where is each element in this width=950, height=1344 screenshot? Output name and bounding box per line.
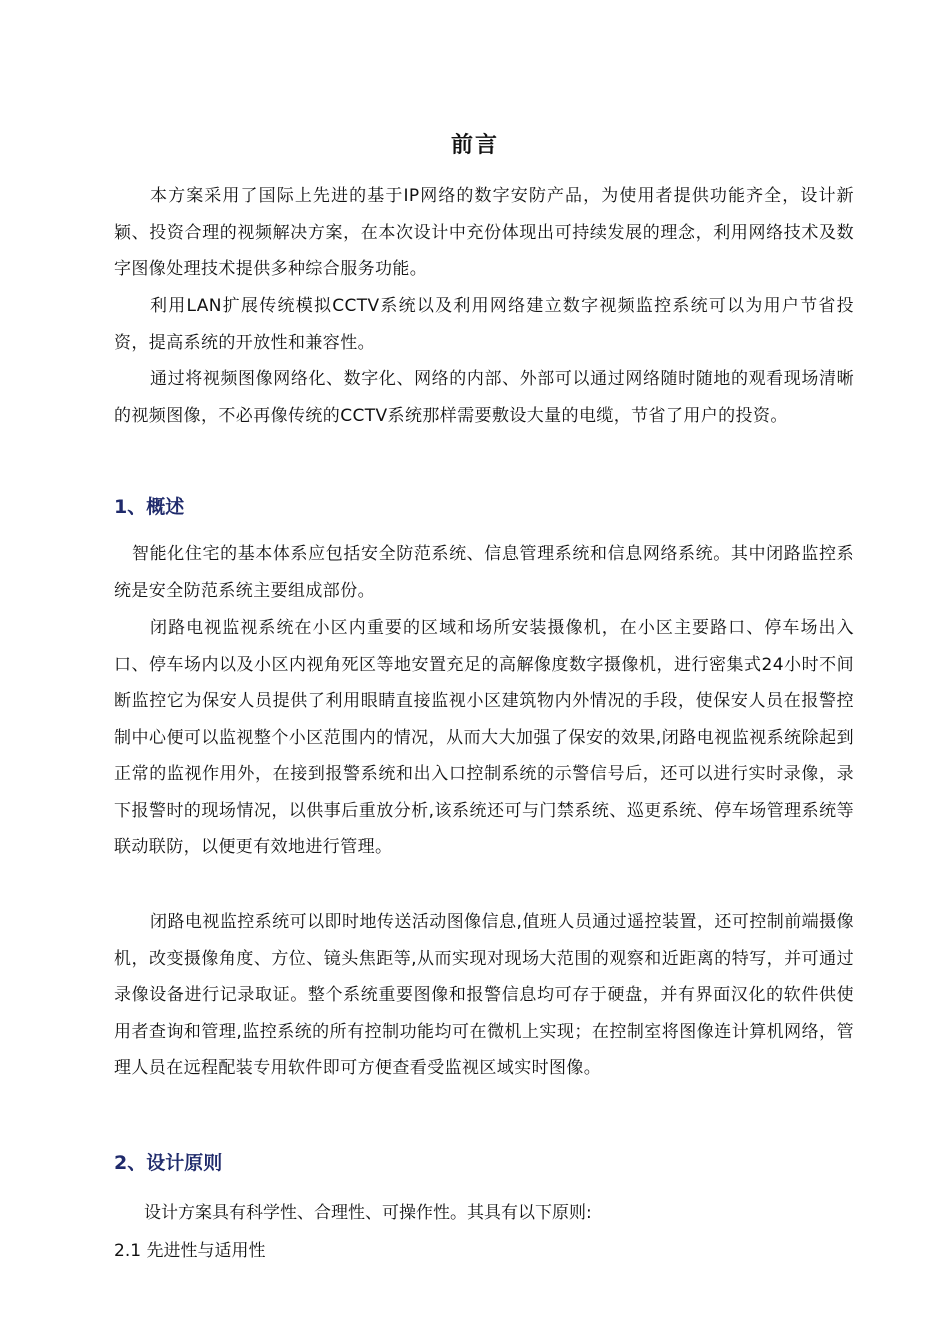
preface-paragraph-3: 通过将视频图像网络化、数字化、网络的内部、外部可以通过网络随时随地的观看现场清晰的视频图像，不必再像传统的CCTV系统那样需要敷设大量的电缆，节省了用户的投资。 — [114, 369, 854, 426]
subsection-2-1-heading: 2.1 先进性与适用性 — [114, 1241, 266, 1261]
section-1-heading: 1、概述 — [114, 496, 185, 518]
section-1-paragraph-3: 闭路电视监控系统可以即时地传送活动图像信息,值班人员通过遥控装置，还可控制前端摄像机，改变摄像角度、方位、镜头焦距等,从而实现对现场大范围的观察和近距离的特写，并可通过录像设备进行记录取证。整个系统重要图像和报警信息均可存于硬盘，并有界面汉化的软件供使用者查询和管理,监控系统的所有控制功能均可在微机上实现；在控制室将图像连计算机网络，管理人员在远程配装专用软件即可方便查看受监视区域实时图像。 — [114, 912, 854, 1078]
section-1-paragraph-1: 智能化住宅的基本体系应包括安全防范系统、信息管理系统和信息网络系统。其中闭路监控系统是安全防范系统主要组成部份。 — [114, 544, 854, 601]
page-title: 前言 — [450, 133, 499, 158]
section-2-intro: 设计方案具有科学性、合理性、可操作性。其具有以下原则: — [144, 1203, 592, 1223]
preface-paragraph-1: 本方案采用了国际上先进的基于IP网络的数字安防产品，为使用者提供功能齐全，设计新颖、投资合理的视频解决方案，在本次设计中充份体现出可持续发展的理念，利用网络技术及数字图像处理技术提供多种综合服务功能。 — [114, 186, 854, 279]
section-1-paragraph-2: 闭路电视监视系统在小区内重要的区域和场所安装摄像机，在小区主要路口、停车场出入口、停车场内以及小区内视角死区等地安置充足的高解像度数字摄像机，进行密集式24小时不间断监控它为保安人员提供了利用眼睛直接监视小区建筑物内外情况的手段，使保安人员在报警控制中心便可以监视整个小区范围内的情况，从而大大加强了保安的效果,闭路电视监视系统除起到正常的监视作用外，在接到报警系统和出入口控制系统的示警信号后，还可以进行实时录像，录下报警时的现场情况，以供事后重放分析,该系统还可与门禁系统、巡更系统、停车场管理系统等联动联防，以便更有效地进行管理。 — [114, 618, 854, 857]
preface-paragraph-2: 利用LAN扩展传统模拟CCTV系统以及利用网络建立数字视频监控系统可以为用户节省投资，提高系统的开放性和兼容性。 — [114, 296, 854, 353]
section-2-heading: 2、设计原则 — [114, 1152, 223, 1174]
